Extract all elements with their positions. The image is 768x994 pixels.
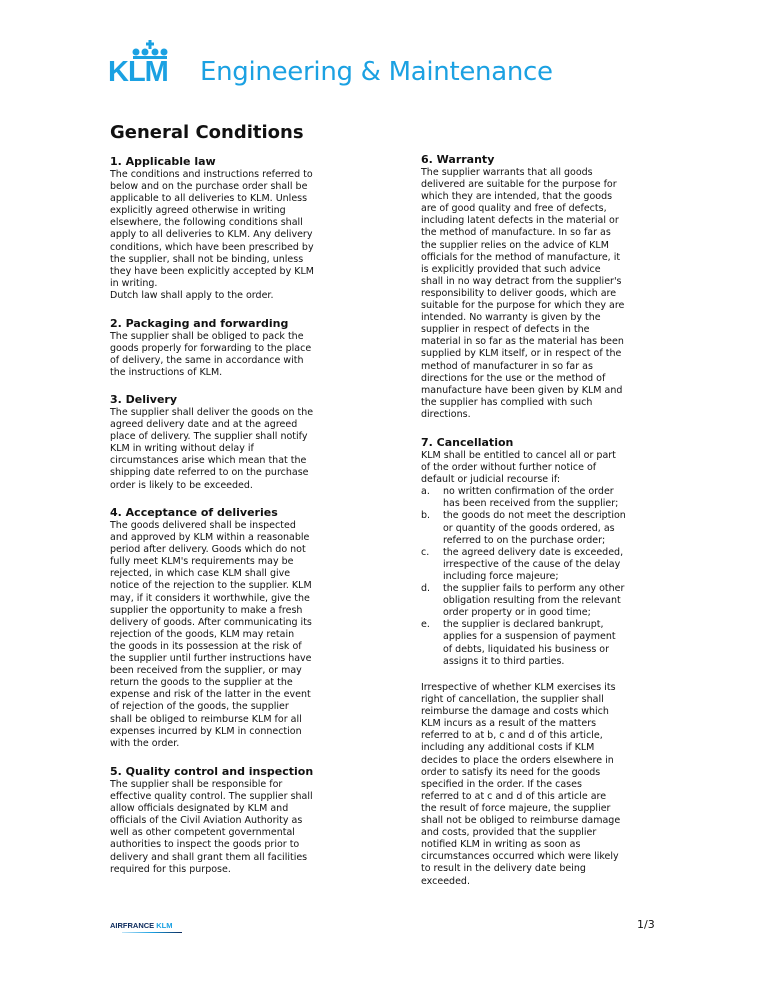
section-cancellation-closing xyxy=(421,682,711,888)
section-heading: 3. Delivery xyxy=(110,393,178,406)
section-heading: 7. Cancellation xyxy=(421,436,514,449)
list-text: the agreed delivery date is exceeded, irrespective of the cause of the delay including force majeure; xyxy=(443,546,624,582)
list-letter: a. xyxy=(421,486,430,498)
logo-klm-footer: KLM xyxy=(156,921,173,930)
section-body: The goods delivered shall be inspected and approved by KLM within a reasonable period after delivery. Goods which do not fully meet KLM's requirements may be rejected, in which case KLM shall give notice of the rejection to the supplier. KLM may, if it considers it worthwhile, give the supplier the opportunity to make a fresh delivery of goods. After communicating its rejection of the goods, KLM may retain the goods in its possession at the risk of the supplier until further instructions have been received from the supplier, or may return the goods to the supplier at the expense and risk of the latter in the event of rejection of the goods, the supplier shall be obliged to reimburse KLM for all expenses incurred by KLM in connection with the order. xyxy=(110,520,312,749)
logo-underline xyxy=(122,932,182,933)
list-item xyxy=(421,583,711,619)
section-heading: 1. Applicable law xyxy=(110,155,216,168)
section-heading: 5. Quality control and inspection xyxy=(110,765,314,778)
page-title: General Conditions xyxy=(110,122,304,143)
list-letter: d. xyxy=(421,583,431,595)
list-letter: b. xyxy=(421,510,431,522)
logo-text: Engineering & Maintenance xyxy=(200,57,553,87)
list-text: the supplier fails to perform any other obligation resulting from the relevant order property or in good time; xyxy=(443,583,625,619)
section-acceptance xyxy=(110,506,400,750)
section-heading: 4. Acceptance of deliveries xyxy=(110,506,278,519)
section-heading: 2. Packaging and forwarding xyxy=(110,317,289,330)
section-body: Irrespective of whether KLM exercises its right of cancellation, the supplier shall reimburse the damage and costs which KLM incurs as a result of the matters referred to at b, c and d of this article, including any additional costs if KLM decides to place the orders elsewhere in order to satisfy its need for the goods specified in the order. If the cases referred to at c and d of this article are the result of force majeure, the supplier shall not be obliged to reimburse damage and costs, provided that the supplier notified KLM in writing as soon as circumstances occurred which were likely to result in the delivery date being exceeded. xyxy=(421,682,621,887)
section-quality-control xyxy=(110,765,400,876)
section-applicable-law xyxy=(110,155,400,302)
section-body: The supplier shall be obliged to pack the goods properly for forwarding to the place of delivery, the same in accordance with the instructions of KLM. xyxy=(110,331,312,379)
klm-em-logo xyxy=(108,40,568,92)
list-item xyxy=(421,510,711,546)
section-warranty xyxy=(421,153,711,421)
list-text: no written confirmation of the order has been received from the supplier; xyxy=(443,486,619,510)
page-number: 1/3 xyxy=(637,918,655,931)
list-item xyxy=(421,486,711,510)
section-cancellation xyxy=(421,436,711,668)
list-text: the goods do not meet the description or quantity of the goods ordered, as referred to on the purchase order; xyxy=(443,510,626,546)
section-body: The supplier shall be responsible for effective quality control. The supplier shall allow officials designated by KLM and officials of the Civil Aviation Authority as well as other competent governmental authorities to inspect the goods prior to delivery and shall grant them all facilities required for this purpose. xyxy=(110,779,313,875)
section-body: KLM shall be entitled to cancel all or part of the order without further notice of default or judicial recourse if: xyxy=(421,450,616,486)
list-letter: e. xyxy=(421,619,430,631)
list-item xyxy=(421,619,711,667)
section-body: The supplier shall deliver the goods on the agreed delivery date and at the agreed place of delivery. The supplier shall notify KLM in writing without delay if circumstances arise which mean that the shipping date referred to on the purchase order is likely to be exceeded. xyxy=(110,407,314,491)
list-letter: c. xyxy=(421,546,430,558)
logo-klm: KLM xyxy=(108,56,168,88)
section-packaging xyxy=(110,317,400,379)
section-body: The supplier warrants that all goods delivered are suitable for the purpose for which they are intended, that the goods are of good quality and free of defects, including latent defects in the material or the method of manufacture. In so far as the supplier relies on the advice of KLM officials for the method of manufacture, it is explicitly provided that such advice shall in no way detract from the supplier's responsibility to deliver goods, which are suitable for the purpose for which they are intended. No warranty is given by the supplier in respect of defects in the material in so far as the material has been supplied by KLM itself, or in respect of the method of manufacturer in so far as directions for the use or the method of manufacture have been given by KLM and the supplier has complied with such directions. xyxy=(421,167,625,420)
list-item xyxy=(421,547,711,583)
section-body: The conditions and instructions referred to below and on the purchase order shall be applicable to all deliveries to KLM. Unless explicitly agreed otherwise in writing elsewhere, the following conditions shall apply to all deliveries to KLM. Any delivery conditions, which have been prescribed by the supplier, shall not be binding, unless they have been explicitly accepted by KLM in writing. Dutch law shall apply to the order. xyxy=(110,169,314,301)
section-heading: 6. Warranty xyxy=(421,153,495,166)
cancellation-conditions-list xyxy=(421,486,711,667)
list-text: the supplier is declared bankrupt, applies for a suspension of payment of debts, liquidated his business or assigns it to third parties. xyxy=(443,619,616,667)
section-delivery xyxy=(110,393,400,492)
airfrance-klm-logo xyxy=(110,921,173,931)
logo-airfrance: AIRFRANCE xyxy=(110,921,155,930)
